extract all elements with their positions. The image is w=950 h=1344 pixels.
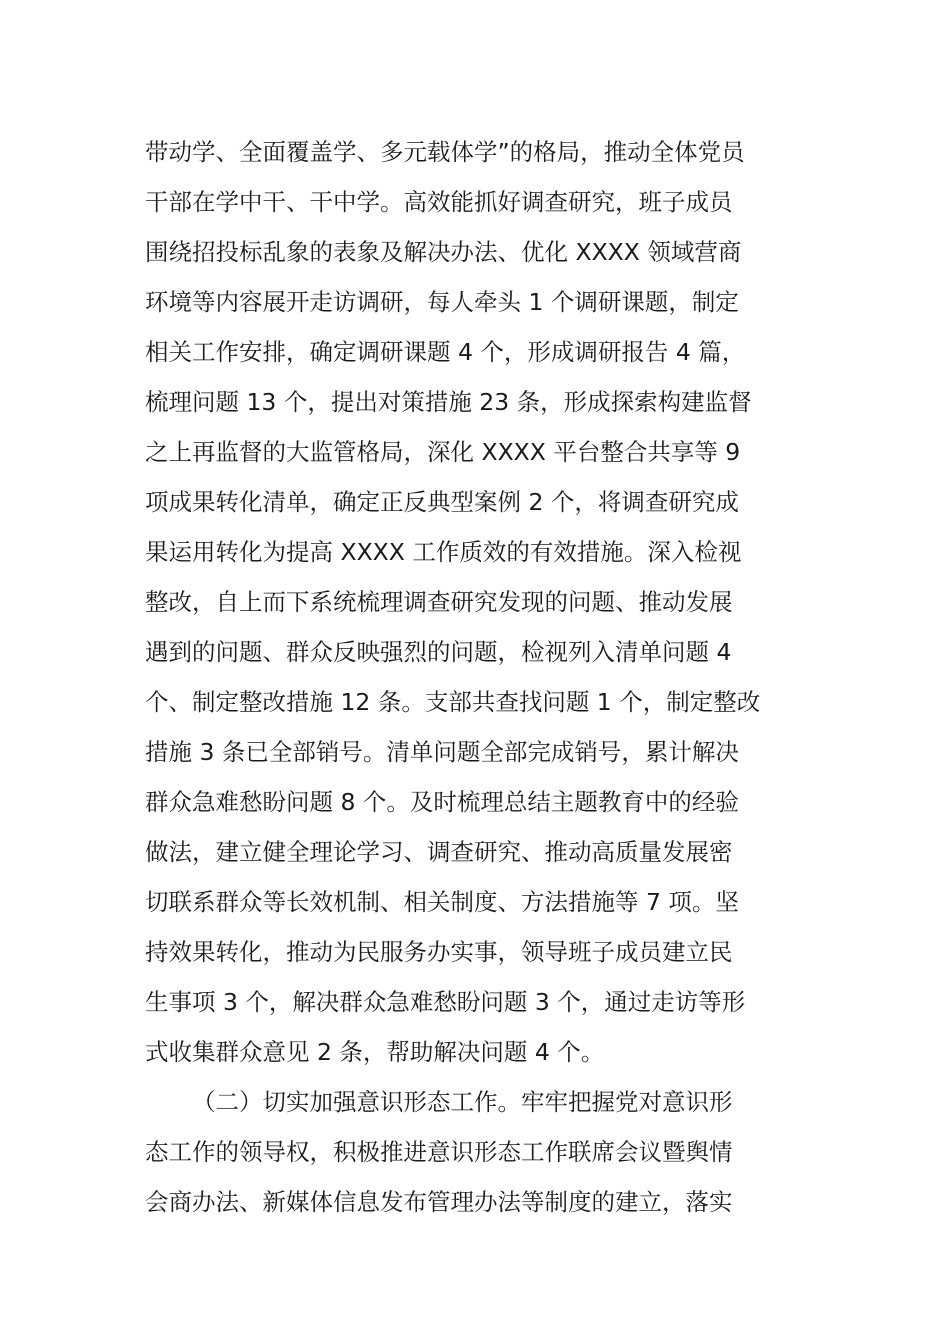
text-line: 梳理问题 13 个，提出对策措施 23 条，形成探索构建监督 (145, 388, 752, 416)
text-line: 会商办法、新媒体信息发布管理办法等制度的建立，落实 (145, 1188, 733, 1216)
text-line: 带动学、全面覆盖学、多元载体学”的格局，推动全体党员 (145, 138, 745, 166)
text-line: 围绕招投标乱象的表象及解决办法、优化 XXXX 领域营商 (145, 238, 742, 266)
text-line: 环境等内容展开走访调研，每人牵头 1 个调研课题，制定 (145, 288, 739, 316)
text-line: 态工作的领导权，积极推进意识形态工作联席会议暨舆情 (145, 1138, 733, 1166)
text-line: 做法，建立健全理论学习、调查研究、推动高质量发展密 (145, 838, 733, 866)
text-line: 项成果转化清单，确定正反典型案例 2 个，将调查研究成 (145, 488, 739, 516)
text-line: 果运用转化为提高 XXXX 工作质效的有效措施。深入检视 (145, 538, 742, 566)
section-heading-line: （二）切实加强意识形态工作。牢牢把握党对意识形 (192, 1088, 733, 1116)
text-line: 遇到的问题、群众反映强烈的问题，检视列入清单问题 4 (145, 638, 732, 666)
text-line: 干部在学中干、干中学。高效能抓好调查研究，班子成员 (145, 188, 733, 216)
text-line: 群众急难愁盼问题 8 个。及时梳理总结主题教育中的经验 (145, 788, 739, 816)
text-line: 式收集群众意见 2 条，帮助解决问题 4 个。 (145, 1038, 605, 1066)
text-line: 个、制定整改措施 12 条。支部共查找问题 1 个，制定整改 (145, 688, 761, 716)
text-line: 相关工作安排，确定调研课题 4 个，形成调研报告 4 篇， (145, 338, 746, 366)
text-line: 整改，自上而下系统梳理调查研究发现的问题、推动发展 (145, 588, 733, 616)
body-text (145, 127, 825, 1227)
text-line: 生事项 3 个，解决群众急难愁盼问题 3 个，通过走访等形 (145, 988, 746, 1016)
text-line: 持效果转化，推动为民服务办实事，领导班子成员建立民 (145, 938, 733, 966)
text-line: 措施 3 条已全部销号。清单问题全部完成销号，累计解决 (145, 738, 739, 766)
text-line: 切联系群众等长效机制、相关制度、方法措施等 7 项。坚 (145, 888, 739, 916)
text-line: 之上再监督的大监管格局，深化 XXXX 平台整合共享等 9 (145, 438, 741, 466)
